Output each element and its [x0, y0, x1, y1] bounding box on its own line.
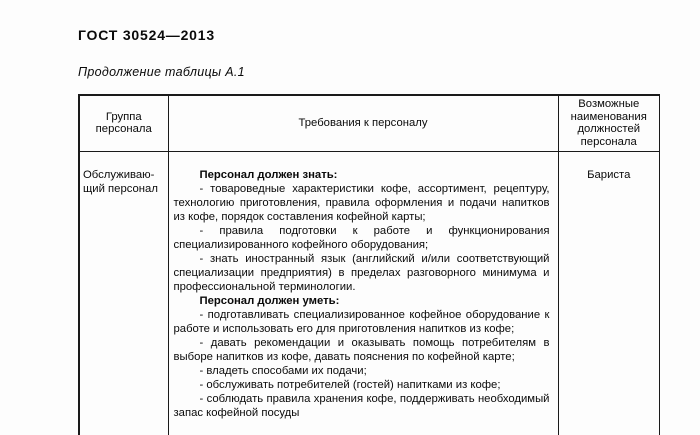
requirement-paragraph: - знать иностранный язык (английский и/или соответствующий специализации предприятия) в пределах разговорного минимума и профессиональной терминологии.: [173, 252, 550, 293]
requirement-paragraph: - соблюдать правила хранения кофе, поддерживать необходимый запас кофейной посуды: [173, 392, 550, 419]
personnel-group-line2: щий персонал: [83, 182, 158, 195]
requirement-paragraph: - давать рекомендации и оказывать помощь потребителям в выборе напитков из кофе, давать пояснения по кофейной карте;: [173, 336, 550, 363]
table-header-row: [79, 95, 660, 151]
table-caption: Продолжение таблицы А.1: [78, 65, 245, 79]
requirement-paragraph: - правила подготовки к работе и функционирования специализированного кофейного оборудования;: [173, 224, 550, 251]
table-viewport: [78, 94, 660, 435]
requirement-paragraph: - владеть способами их подачи;: [199, 364, 367, 377]
table-row: [79, 151, 660, 435]
requirement-heading: Персонал должен знать:: [199, 168, 338, 181]
personnel-requirements-table: [78, 94, 660, 435]
requirement-paragraph: - товароведные характеристики кофе, ассортимент, рецептуру, технологию приготовления, правила оформления и подачи напитков из кофе, порядок составления кофейной карты;: [173, 182, 550, 223]
personnel-group-line1: Обслуживаю-: [83, 168, 155, 181]
col-header-requirements: Требования к персоналу: [168, 95, 558, 151]
col-header-job-titles: Возможные наименования должностей персонала: [558, 95, 660, 151]
requirement-heading: Персонал должен уметь:: [199, 294, 340, 307]
standard-number: ГОСТ 30524—2013: [78, 27, 215, 43]
job-title-cell: [558, 151, 660, 435]
col-header-group: Группа персонала: [79, 95, 168, 151]
requirements-cell: [168, 151, 558, 435]
requirement-paragraph: - обслуживать потребителей (гостей) напитками из кофе;: [199, 378, 501, 391]
personnel-group-cell: [79, 151, 168, 435]
job-title: Бариста: [587, 168, 631, 181]
requirement-paragraph: - подготавливать специализированное кофейное оборудование к работе и использовать его для приготовления напитков из кофе;: [173, 308, 550, 335]
